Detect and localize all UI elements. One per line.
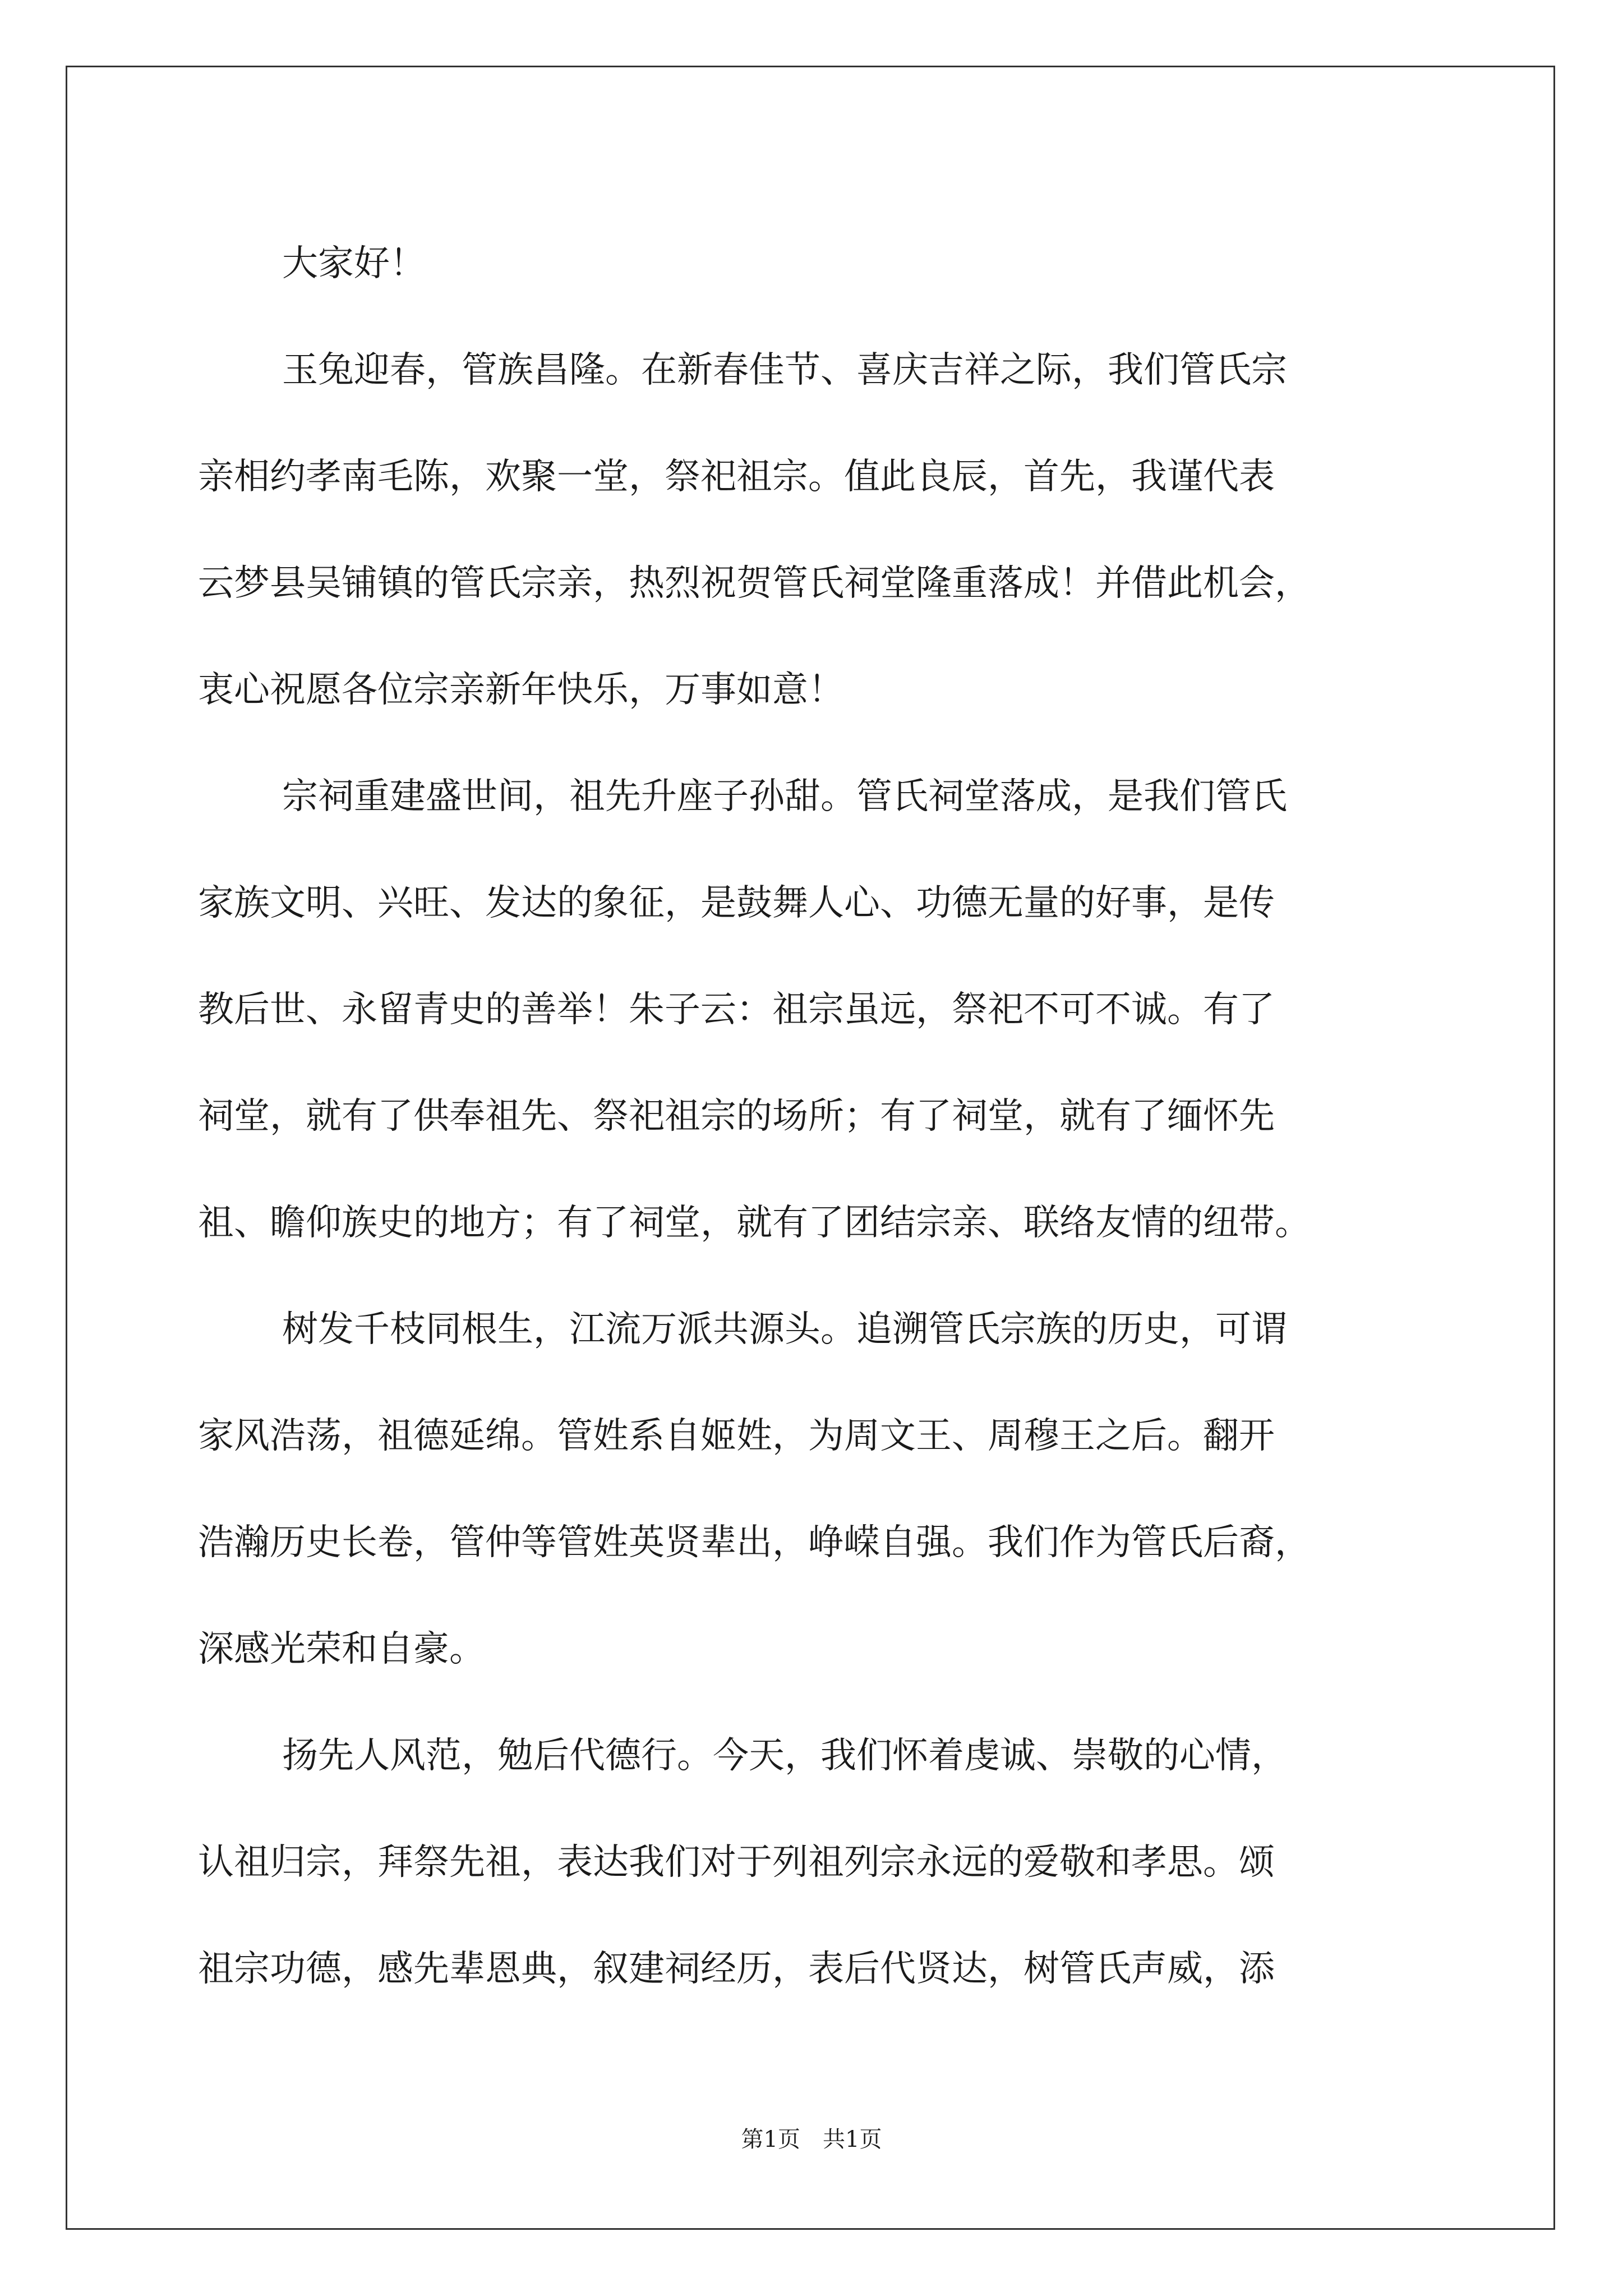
- text-line: 认祖归宗，拜祭先祖，表达我们对于列祖列宗永远的爱敬和孝思。颂: [198, 1842, 1275, 1883]
- text-line: 祠堂，就有了供奉祖先、祭祀祖宗的场所；有了祠堂，就有了缅怀先: [198, 1096, 1275, 1137]
- text-line: 浩瀚历史长卷，管仲等管姓英贤辈出，峥嵘自强。我们作为管氏后裔，: [198, 1522, 1311, 1563]
- text-line: 教后世、永留青史的善举！朱子云：祖宗虽远，祭祀不可不诚。有了: [198, 989, 1275, 1030]
- text-line: 家风浩荡，祖德延绵。管姓系自姬姓，为周文王、周穆王之后。翻开: [198, 1415, 1275, 1457]
- text-line: 云梦县吴铺镇的管氏宗亲，热烈祝贺管氏祠堂隆重落成！并借此机会，: [198, 563, 1311, 604]
- text-line: 大家好！: [282, 243, 426, 284]
- text-line: 家族文明、兴旺、发达的象征，是鼓舞人心、功德无量的好事，是传: [198, 882, 1275, 924]
- text-line: 祖、瞻仰族史的地方；有了祠堂，就有了团结宗亲、联络友情的纽带。: [198, 1202, 1311, 1244]
- text-line: 树发千枝同根生，江流万派共源头。追溯管氏宗族的历史，可谓: [282, 1309, 1287, 1350]
- page-footer: 第1页 共1页: [741, 2127, 882, 2152]
- text-line: 玉兔迎春，管族昌隆。在新春佳节、喜庆吉祥之际，我们管氏宗: [282, 349, 1287, 391]
- text-line: 深感光荣和自豪。: [198, 1628, 485, 1670]
- text-line: 扬先人风范，勉后代德行。今天，我们怀着虔诚、崇敬的心情，: [282, 1735, 1287, 1777]
- document-body: [198, 210, 1423, 2022]
- text-line: 祖宗功德，感先辈恩典，叙建祠经历，表后代贤达，树管氏声威，添: [198, 1948, 1275, 1990]
- text-line: 亲相约孝南毛陈，欢聚一堂，祭祀祖宗。值此良辰，首先，我谨代表: [198, 456, 1275, 498]
- text-line: 宗祠重建盛世间，祖先升座子孙甜。管氏祠堂落成，是我们管氏: [282, 776, 1287, 817]
- text-line: 衷心祝愿各位宗亲新年快乐，万事如意！: [198, 669, 844, 711]
